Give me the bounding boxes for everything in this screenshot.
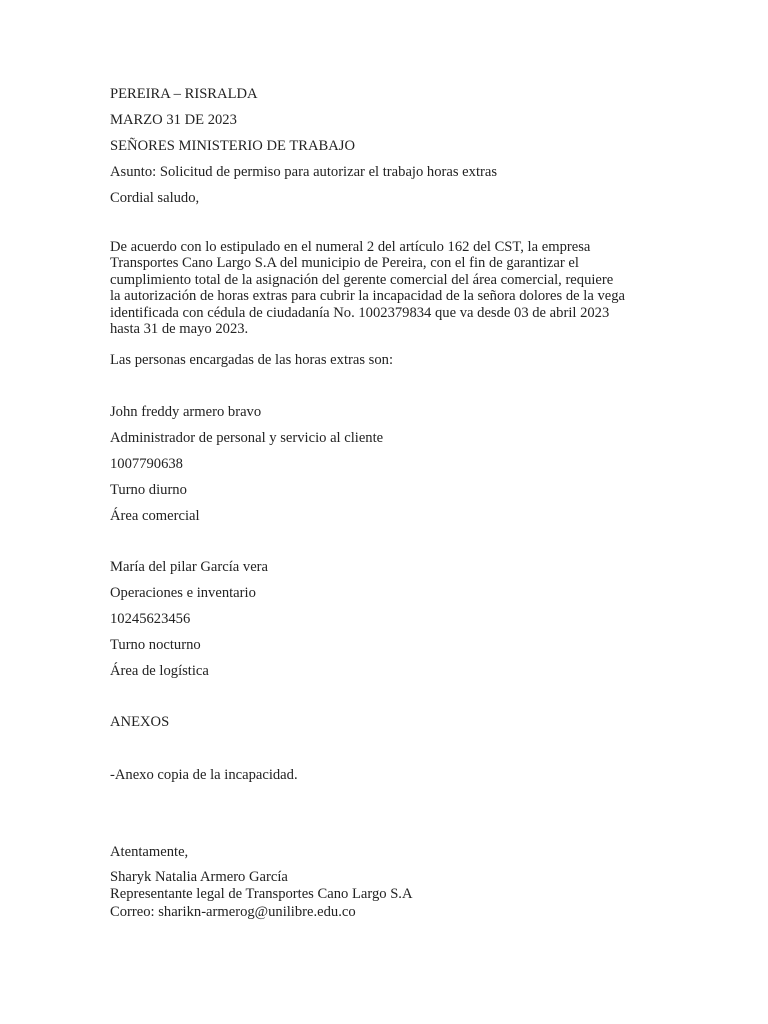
person-role: Administrador de personal y servicio al cliente: [110, 430, 384, 446]
person-area: Área comercial: [110, 508, 200, 524]
paragraph-line: hasta 31 de mayo 2023.: [110, 321, 249, 338]
person-role: Operaciones e inventario: [110, 585, 256, 601]
signer-name: Sharyk Natalia Armero García: [110, 869, 288, 885]
paragraph-line: Transportes Cano Largo S.A del municipio de Pereira, con el fin de garantizar el: [110, 255, 579, 272]
person-area: Área de logística: [110, 663, 209, 679]
greeting-line: Cordial saludo,: [110, 190, 200, 206]
body-paragraph: [110, 239, 658, 337]
annex-item: -Anexo copia de la incapacidad.: [110, 767, 298, 783]
paragraph-line: cumplimiento total de la asignación del gerente comercial del área comercial, requiere: [110, 271, 614, 288]
person-name: John freddy armero bravo: [110, 404, 262, 420]
signer-email: Correo: sharikn-armerog@unilibre.edu.co: [110, 904, 356, 920]
annexes-heading: ANEXOS: [110, 714, 170, 730]
paragraph-line: De acuerdo con lo estipulado en el numeral 2 del artículo 162 del CST, la empresa: [110, 239, 591, 255]
paragraph-line: identificada con cédula de ciudadanía No. 1002379834 que va desde 03 de abril 2023: [110, 304, 610, 321]
subject-line: Asunto: Solicitud de permiso para autorizar el trabajo horas extras: [110, 164, 498, 180]
date-line: MARZO 31 DE 2023: [110, 112, 237, 128]
paragraph-line: la autorización de horas extras para cubrir la incapacidad de la señora dolores de la vega: [110, 288, 625, 305]
person-shift: Turno diurno: [110, 482, 187, 498]
person-id: 10245623456: [110, 611, 191, 627]
city-line: PEREIRA – RISRALDA: [110, 86, 258, 102]
signer-title: Representante legal de Transportes Cano Largo S.A: [110, 886, 413, 902]
person-name: María del pilar García vera: [110, 559, 269, 575]
persons-intro: Las personas encargadas de las horas extras son:: [110, 352, 393, 368]
closing-salutation: Atentamente,: [110, 844, 189, 860]
recipient-line: SEÑORES MINISTERIO DE TRABAJO: [110, 138, 356, 154]
person-shift: Turno nocturno: [110, 637, 201, 653]
person-id: 1007790638: [110, 456, 183, 472]
